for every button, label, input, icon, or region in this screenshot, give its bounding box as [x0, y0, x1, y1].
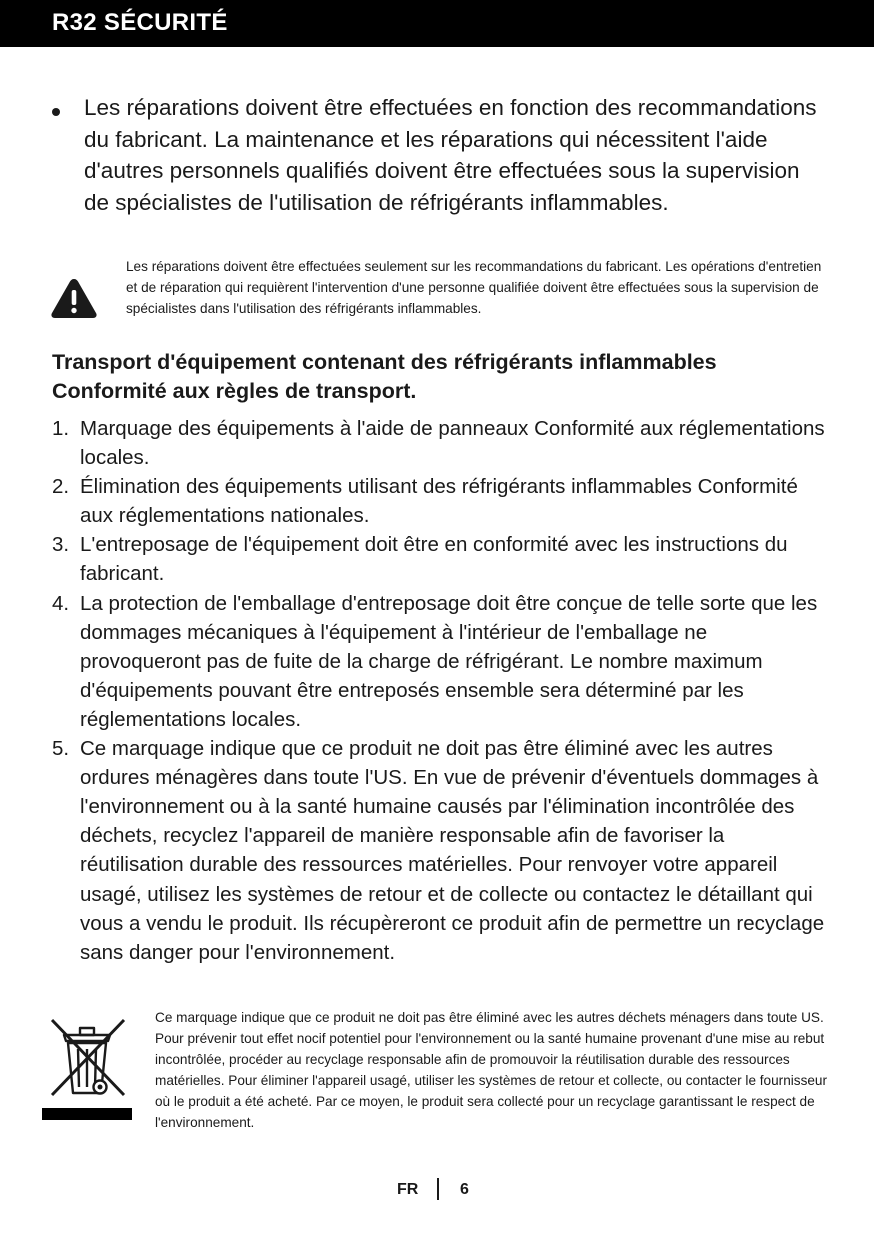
- list-item: [52, 734, 832, 967]
- list-item: [52, 530, 832, 588]
- list-item-number: 4.: [52, 591, 70, 615]
- page-number: 6: [460, 1181, 469, 1198]
- bullet-paragraph: Les réparations doivent être effectuées en fonction des recommandations du fabricant. La maintenance et les réparations qui nécessitent l'aide d'autres personnels qualifiés doivent être effectuées sous la supervision de spécialistes de l'utilisation de réfrigérants inflammables.: [84, 95, 817, 215]
- section-heading: [52, 348, 852, 406]
- section-heading-line-1: Transport d'équipement contenant des réfrigérants inflammables: [52, 350, 717, 374]
- numbered-list: [52, 414, 832, 967]
- list-item-text: Marquage des équipements à l'aide de panneaux Conformité aux réglementations locales.: [80, 417, 825, 470]
- bullet-dot: [52, 108, 60, 116]
- page-footer: [0, 1178, 874, 1202]
- list-item-text: Ce marquage indique que ce produit ne doit pas être éliminé avec les autres ordures ménagères dans toute l'US. En vue de prévenir d'éventuels dommages à l'environnement ou à la santé humaine causés par l'élimination incontrôlée des déchets, recyclez l'appareil de manière responsable afin de favoriser la réutilisation durable des ressources matérielles. Pour renvoyer votre appareil usagé, utilisez les systèmes de retour et de collecte ou contactez le détaillant qui vous a vendu le produit. Ils récupèreront ce produit afin de permettre un recyclage sans danger pour l'environnement.: [80, 737, 825, 964]
- page-title: R32 SÉCURITÉ: [52, 9, 228, 36]
- warning-triangle-icon: [50, 277, 98, 319]
- list-item-number: 3.: [52, 533, 70, 557]
- list-item-number: 5.: [52, 737, 70, 761]
- list-item: [52, 414, 832, 472]
- list-item: [52, 472, 832, 530]
- list-item-number: 2.: [52, 475, 70, 499]
- warning-note: Les réparations doivent être effectuées seulement sur les recommandations du fabricant. Les opérations d'entretien et de réparation qui requièrent l'intervention d'une personne qualifiée doivent être effectuées sous la supervision de spécialistes dans l'utilisation des réfrigérants inflammables.: [126, 259, 822, 316]
- list-item: [52, 589, 832, 734]
- list-item-number: 1.: [52, 417, 70, 440]
- disposal-note: Ce marquage indique que ce produit ne doit pas être éliminé avec les autres déchets ménagers dans toute US. Pour prévenir tout effet nocif potentiel pour l'environnement ou la santé humaine provenant d'une mise au rebut incontrôlée, procéder au recyclage responsable afin de promouvoir la réutilisation durable des ressources matérielles. Pour éliminer l'appareil usagé, utiliser les systèmes de retour et collecte, ou contacter le fournisseur où le produit a été acheté. Par ce moyen, le produit sera collecté pour un recyclage garantissant le respect de l'environnement.: [155, 1010, 828, 1130]
- list-item-text: Élimination des équipements utilisant des réfrigérants inflammables Conformité aux réglementations nationales.: [80, 475, 798, 528]
- list-item-text: La protection de l'emballage d'entreposage doit être conçue de telle sorte que les dommages mécaniques à l'équipement à l'intérieur de l'emballage ne provoqueront pas de fuite de la charge de réfrigérant. Le nombre maximum d'équipements pouvant être entreposés ensemble sera déterminé par les réglementations locales.: [80, 591, 818, 731]
- crossed-out-wheelie-bin-icon: [42, 1015, 132, 1121]
- header-bar: [0, 0, 874, 47]
- footer-divider: [437, 1178, 439, 1200]
- section-heading-line-2: Conformité aux règles de transport.: [52, 379, 417, 403]
- footer-language: FR: [397, 1181, 419, 1198]
- list-item-text: L'entreposage de l'équipement doit être en conformité avec les instructions du fabricant.: [80, 533, 788, 586]
